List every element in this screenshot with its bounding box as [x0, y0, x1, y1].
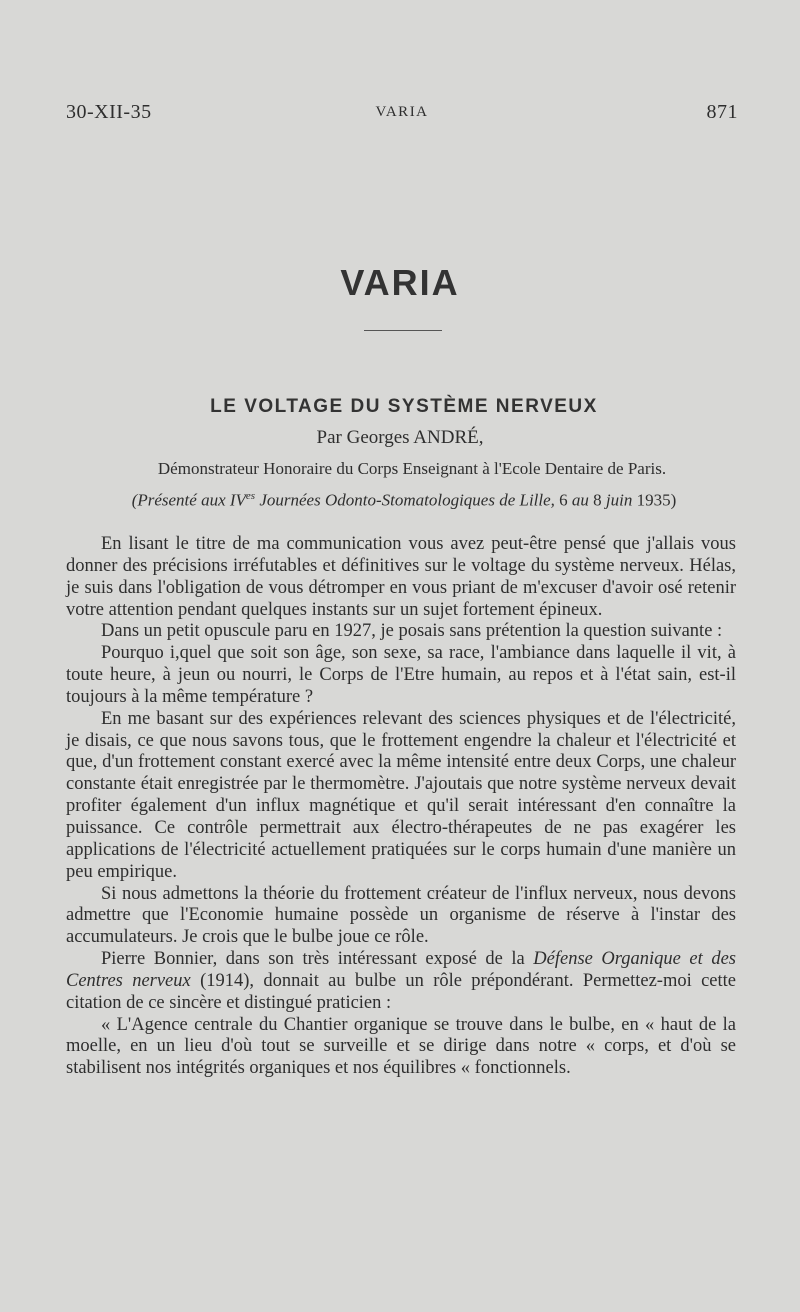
paragraph-bonnier: [66, 949, 736, 1015]
presented-day2: 8: [593, 490, 602, 510]
running-head: [66, 101, 738, 127]
bonnier-after: (1914), donnait au bulbe un rôle prépondérant. Permettez-moi cette citation de ce sincère et distingué praticien :: [66, 970, 736, 1013]
article-author: Par Georges ANDRÉ,: [316, 427, 484, 448]
article-title: LE VOLTAGE DU SYSTÈME NERVEUX: [210, 396, 598, 417]
quotation: « L'Agence centrale du Chantier organique se trouve dans le bulbe, en « haut de la moelle, en un lieu d'où tout se surveille et se dirige dans notre « corps, et d'où se stabilisent nos intégrités organiques et nos équilibres « fonctionnels.: [66, 1014, 736, 1079]
bonnier-before: Pierre Bonnier, dans son très intéressant exposé de la: [101, 949, 534, 970]
page-number: 871: [706, 101, 738, 123]
paragraph: Pourquo i,quel que soit son âge, son sexe, sa race, l'ambiance dans laquelle il vit, à toute heure, à jeun ou nourri, le Corps de l'Etre humain, au repos et à l'état sain, est-il toujours à la même température ?: [66, 643, 736, 707]
presented-au: au: [567, 490, 594, 510]
presented-superscript: es: [245, 490, 256, 502]
section-title: VARIA: [340, 262, 460, 303]
paragraph: Si nous admettons la théorie du frottement créateur de l'influx nerveux, nous devons admettre que l'Economie humaine possède un organisme de réserve à l'instar des accumulateurs. Je crois que le bulbe joue ce rôle.: [66, 883, 736, 948]
paragraph: En lisant le titre de ma communication vous avez peut-être pensé que j'allais vous donner des précisions irréfutables et définitives sur le voltage du système nerveux. Hélas, je suis dans l'obligation de vous détromper en vous priant de m'excuser d'avoir osé retenir votre attention pendant quelques instants sur un sujet fortement épineux.: [66, 534, 736, 620]
presented-year: 1935): [636, 490, 677, 510]
presented-open: (Présenté aux IV: [131, 490, 246, 510]
presented-juin: juin: [601, 490, 637, 510]
presented-day1: 6: [559, 490, 568, 510]
author-affiliation: Démonstrateur Honoraire du Corps Enseignant à l'Ecole Dentaire de Paris.: [157, 459, 667, 478]
presentation-note: [0, 490, 800, 511]
header-section: VARIA: [375, 104, 429, 120]
book-title: Défense Organique et des Centres nerveux: [66, 949, 736, 991]
presented-journees: Journées Odonto-Stomatologiques de Lille,: [255, 490, 560, 510]
paragraph: En me basant sur des expériences relevant des sciences physiques et de l'électricité, je disais, ce que nous savons tous, que le frottement engendre la chaleur et l'électricité et que, d'un frottement constant exercé avec la même intensité entre deux Corps, une chaleur constante était enregistrée par le thermomètre. J'ajoutais que notre système nerveux devait profiter également d'un influx magnétique et qu'il serait intéressant d'en connaître la puissance. Ce contrôle permettrait aux électro-thérapeutes de ne pas exagérer les applications de l'électricité actuellement pratiquées sur le corps humain d'une manière un peu empirique.: [66, 708, 736, 882]
article-body: [66, 534, 736, 1080]
paragraph: Dans un petit opuscule paru en 1927, je posais sans prétention la question suivante :: [101, 621, 723, 642]
header-date: 30-XII-35: [66, 101, 152, 123]
section-divider: [364, 330, 442, 331]
